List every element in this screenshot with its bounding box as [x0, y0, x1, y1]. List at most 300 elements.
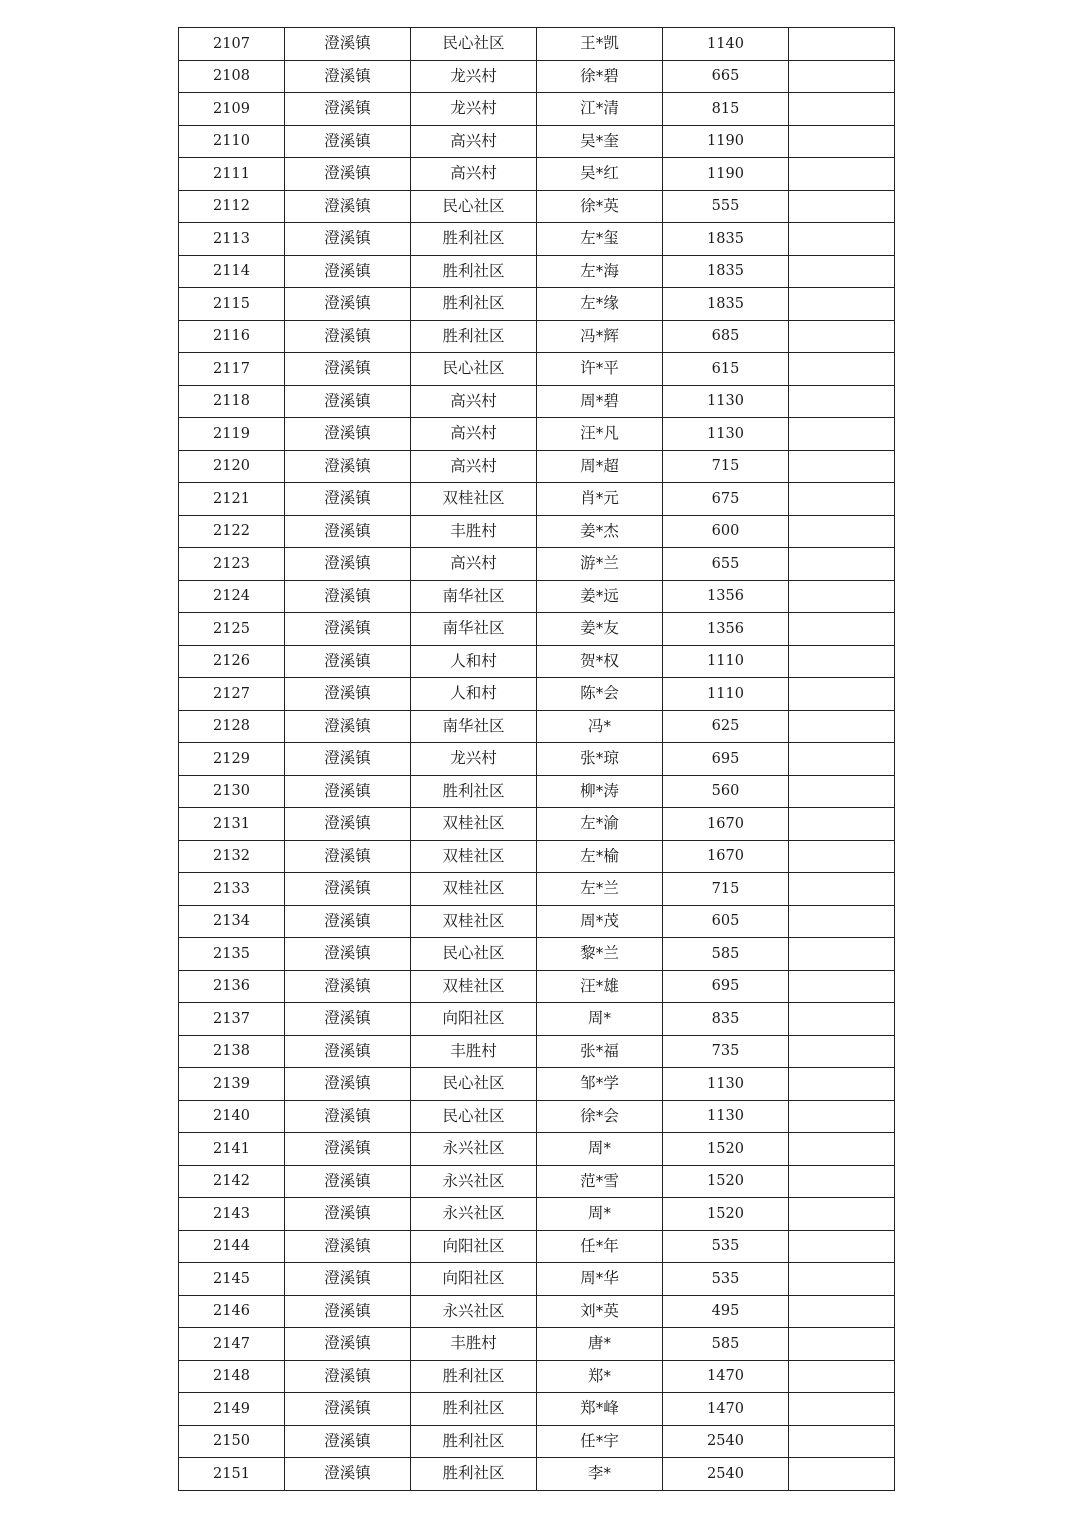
- amount-cell: 600: [663, 515, 789, 548]
- town-cell: 澄溪镇: [285, 840, 411, 873]
- town-cell: 澄溪镇: [285, 808, 411, 841]
- serial-number-cell: 2146: [179, 1295, 285, 1328]
- amount-cell: 1520: [663, 1198, 789, 1231]
- community-cell: 高兴村: [411, 158, 537, 191]
- table-row: [179, 678, 895, 711]
- town-cell: 澄溪镇: [285, 678, 411, 711]
- name-cell: 郑*峰: [537, 1393, 663, 1426]
- table-row: [179, 580, 895, 613]
- community-cell: 双桂社区: [411, 873, 537, 906]
- serial-number-cell: 2145: [179, 1263, 285, 1296]
- community-cell: 高兴村: [411, 418, 537, 451]
- name-cell: 姜*杰: [537, 515, 663, 548]
- serial-number-cell: 2138: [179, 1035, 285, 1068]
- name-cell: 贺*权: [537, 645, 663, 678]
- town-cell: 澄溪镇: [285, 1198, 411, 1231]
- amount-cell: 2540: [663, 1458, 789, 1491]
- community-cell: 民心社区: [411, 1100, 537, 1133]
- community-cell: 向阳社区: [411, 1263, 537, 1296]
- table-row: [179, 938, 895, 971]
- name-cell: 左*缘: [537, 288, 663, 321]
- amount-cell: 1190: [663, 125, 789, 158]
- remark-cell: [789, 93, 895, 126]
- table-row: [179, 743, 895, 776]
- name-cell: 周*华: [537, 1263, 663, 1296]
- remark-cell: [789, 1230, 895, 1263]
- serial-number-cell: 2113: [179, 223, 285, 256]
- serial-number-cell: 2131: [179, 808, 285, 841]
- community-cell: 向阳社区: [411, 1230, 537, 1263]
- remark-cell: [789, 418, 895, 451]
- remark-cell: [789, 28, 895, 61]
- amount-cell: 675: [663, 483, 789, 516]
- community-cell: 永兴社区: [411, 1295, 537, 1328]
- remark-cell: [789, 125, 895, 158]
- serial-number-cell: 2129: [179, 743, 285, 776]
- amount-cell: 1520: [663, 1165, 789, 1198]
- remark-cell: [789, 190, 895, 223]
- remark-cell: [789, 450, 895, 483]
- community-cell: 龙兴村: [411, 743, 537, 776]
- serial-number-cell: 2111: [179, 158, 285, 191]
- remark-cell: [789, 483, 895, 516]
- town-cell: 澄溪镇: [285, 418, 411, 451]
- name-cell: 刘*英: [537, 1295, 663, 1328]
- table-row: [179, 1035, 895, 1068]
- amount-cell: 1835: [663, 288, 789, 321]
- name-cell: 周*: [537, 1198, 663, 1231]
- remark-cell: [789, 1165, 895, 1198]
- town-cell: 澄溪镇: [285, 873, 411, 906]
- remark-cell: [789, 1100, 895, 1133]
- serial-number-cell: 2134: [179, 905, 285, 938]
- town-cell: 澄溪镇: [285, 938, 411, 971]
- amount-cell: 615: [663, 353, 789, 386]
- town-cell: 澄溪镇: [285, 450, 411, 483]
- town-cell: 澄溪镇: [285, 223, 411, 256]
- community-cell: 双桂社区: [411, 840, 537, 873]
- amount-cell: 1110: [663, 678, 789, 711]
- community-cell: 南华社区: [411, 580, 537, 613]
- community-cell: 向阳社区: [411, 1003, 537, 1036]
- amount-cell: 1190: [663, 158, 789, 191]
- town-cell: 澄溪镇: [285, 1035, 411, 1068]
- name-cell: 陈*会: [537, 678, 663, 711]
- table-row: [179, 1458, 895, 1491]
- amount-cell: 2540: [663, 1425, 789, 1458]
- name-cell: 许*平: [537, 353, 663, 386]
- community-cell: 人和村: [411, 645, 537, 678]
- table-row: [179, 450, 895, 483]
- community-cell: 丰胜村: [411, 1035, 537, 1068]
- community-cell: 南华社区: [411, 613, 537, 646]
- serial-number-cell: 2135: [179, 938, 285, 971]
- serial-number-cell: 2107: [179, 28, 285, 61]
- table-row: [179, 288, 895, 321]
- town-cell: 澄溪镇: [285, 1263, 411, 1296]
- amount-cell: 625: [663, 710, 789, 743]
- town-cell: 澄溪镇: [285, 1100, 411, 1133]
- serial-number-cell: 2119: [179, 418, 285, 451]
- town-cell: 澄溪镇: [285, 353, 411, 386]
- town-cell: 澄溪镇: [285, 1230, 411, 1263]
- town-cell: 澄溪镇: [285, 515, 411, 548]
- name-cell: 唐*: [537, 1328, 663, 1361]
- community-cell: 胜利社区: [411, 288, 537, 321]
- name-cell: 张*福: [537, 1035, 663, 1068]
- amount-cell: 1356: [663, 613, 789, 646]
- amount-cell: 1110: [663, 645, 789, 678]
- amount-cell: 585: [663, 938, 789, 971]
- community-cell: 胜利社区: [411, 223, 537, 256]
- name-cell: 吴*红: [537, 158, 663, 191]
- town-cell: 澄溪镇: [285, 775, 411, 808]
- serial-number-cell: 2123: [179, 548, 285, 581]
- community-cell: 龙兴村: [411, 60, 537, 93]
- community-cell: 民心社区: [411, 353, 537, 386]
- community-cell: 高兴村: [411, 548, 537, 581]
- table-row: [179, 645, 895, 678]
- community-cell: 民心社区: [411, 1068, 537, 1101]
- serial-number-cell: 2149: [179, 1393, 285, 1426]
- remark-cell: [789, 158, 895, 191]
- amount-cell: 560: [663, 775, 789, 808]
- town-cell: 澄溪镇: [285, 1393, 411, 1426]
- name-cell: 周*碧: [537, 385, 663, 418]
- remark-cell: [789, 1360, 895, 1393]
- table-row: [179, 905, 895, 938]
- name-cell: 柳*涛: [537, 775, 663, 808]
- community-cell: 双桂社区: [411, 808, 537, 841]
- amount-cell: 1470: [663, 1360, 789, 1393]
- table-row: [179, 418, 895, 451]
- table-row: [179, 515, 895, 548]
- table-row: [179, 1328, 895, 1361]
- community-cell: 胜利社区: [411, 255, 537, 288]
- town-cell: 澄溪镇: [285, 190, 411, 223]
- name-cell: 李*: [537, 1458, 663, 1491]
- table-row: [179, 28, 895, 61]
- town-cell: 澄溪镇: [285, 710, 411, 743]
- amount-cell: 1140: [663, 28, 789, 61]
- name-cell: 姜*远: [537, 580, 663, 613]
- remark-cell: [789, 353, 895, 386]
- table-row: [179, 613, 895, 646]
- name-cell: 徐*碧: [537, 60, 663, 93]
- serial-number-cell: 2108: [179, 60, 285, 93]
- serial-number-cell: 2143: [179, 1198, 285, 1231]
- amount-cell: 1130: [663, 418, 789, 451]
- serial-number-cell: 2124: [179, 580, 285, 613]
- amount-cell: 715: [663, 450, 789, 483]
- table-row: [179, 385, 895, 418]
- serial-number-cell: 2140: [179, 1100, 285, 1133]
- name-cell: 徐*英: [537, 190, 663, 223]
- name-cell: 任*年: [537, 1230, 663, 1263]
- remark-cell: [789, 1458, 895, 1491]
- amount-cell: 1670: [663, 840, 789, 873]
- remark-cell: [789, 710, 895, 743]
- amount-cell: 585: [663, 1328, 789, 1361]
- remark-cell: [789, 385, 895, 418]
- name-cell: 王*凯: [537, 28, 663, 61]
- name-cell: 游*兰: [537, 548, 663, 581]
- remark-cell: [789, 288, 895, 321]
- amount-cell: 655: [663, 548, 789, 581]
- town-cell: 澄溪镇: [285, 1165, 411, 1198]
- amount-cell: 535: [663, 1263, 789, 1296]
- name-cell: 周*: [537, 1003, 663, 1036]
- amount-cell: 495: [663, 1295, 789, 1328]
- name-cell: 左*兰: [537, 873, 663, 906]
- amount-cell: 1130: [663, 385, 789, 418]
- serial-number-cell: 2144: [179, 1230, 285, 1263]
- town-cell: 澄溪镇: [285, 1328, 411, 1361]
- serial-number-cell: 2114: [179, 255, 285, 288]
- name-cell: 冯*: [537, 710, 663, 743]
- remark-cell: [789, 1295, 895, 1328]
- serial-number-cell: 2136: [179, 970, 285, 1003]
- serial-number-cell: 2115: [179, 288, 285, 321]
- table-row: [179, 1230, 895, 1263]
- table-row: [179, 1133, 895, 1166]
- remark-cell: [789, 223, 895, 256]
- remark-cell: [789, 1003, 895, 1036]
- community-cell: 胜利社区: [411, 320, 537, 353]
- remark-cell: [789, 1198, 895, 1231]
- serial-number-cell: 2139: [179, 1068, 285, 1101]
- table-row: [179, 1295, 895, 1328]
- name-cell: 周*: [537, 1133, 663, 1166]
- community-cell: 民心社区: [411, 938, 537, 971]
- name-cell: 左*榆: [537, 840, 663, 873]
- town-cell: 澄溪镇: [285, 1360, 411, 1393]
- remark-cell: [789, 1263, 895, 1296]
- remark-cell: [789, 808, 895, 841]
- town-cell: 澄溪镇: [285, 548, 411, 581]
- remark-cell: [789, 678, 895, 711]
- table-row: [179, 710, 895, 743]
- remark-cell: [789, 1328, 895, 1361]
- town-cell: 澄溪镇: [285, 580, 411, 613]
- name-cell: 张*琼: [537, 743, 663, 776]
- community-cell: 双桂社区: [411, 905, 537, 938]
- serial-number-cell: 2122: [179, 515, 285, 548]
- serial-number-cell: 2150: [179, 1425, 285, 1458]
- community-cell: 永兴社区: [411, 1198, 537, 1231]
- town-cell: 澄溪镇: [285, 1458, 411, 1491]
- community-cell: 胜利社区: [411, 775, 537, 808]
- amount-cell: 695: [663, 970, 789, 1003]
- data-table: [178, 27, 895, 1491]
- community-cell: 高兴村: [411, 385, 537, 418]
- name-cell: 郑*: [537, 1360, 663, 1393]
- town-cell: 澄溪镇: [285, 158, 411, 191]
- community-cell: 胜利社区: [411, 1458, 537, 1491]
- serial-number-cell: 2127: [179, 678, 285, 711]
- table-row: [179, 1263, 895, 1296]
- remark-cell: [789, 613, 895, 646]
- name-cell: 周*茂: [537, 905, 663, 938]
- community-cell: 双桂社区: [411, 970, 537, 1003]
- table-row: [179, 1198, 895, 1231]
- amount-cell: 1835: [663, 255, 789, 288]
- town-cell: 澄溪镇: [285, 385, 411, 418]
- name-cell: 姜*友: [537, 613, 663, 646]
- name-cell: 任*宇: [537, 1425, 663, 1458]
- community-cell: 民心社区: [411, 190, 537, 223]
- serial-number-cell: 2142: [179, 1165, 285, 1198]
- name-cell: 徐*会: [537, 1100, 663, 1133]
- community-cell: 民心社区: [411, 28, 537, 61]
- remark-cell: [789, 1393, 895, 1426]
- town-cell: 澄溪镇: [285, 905, 411, 938]
- amount-cell: 695: [663, 743, 789, 776]
- town-cell: 澄溪镇: [285, 1295, 411, 1328]
- name-cell: 黎*兰: [537, 938, 663, 971]
- town-cell: 澄溪镇: [285, 60, 411, 93]
- remark-cell: [789, 645, 895, 678]
- amount-cell: 605: [663, 905, 789, 938]
- amount-cell: 715: [663, 873, 789, 906]
- serial-number-cell: 2147: [179, 1328, 285, 1361]
- name-cell: 吴*奎: [537, 125, 663, 158]
- serial-number-cell: 2125: [179, 613, 285, 646]
- remark-cell: [789, 548, 895, 581]
- amount-cell: 1835: [663, 223, 789, 256]
- serial-number-cell: 2112: [179, 190, 285, 223]
- amount-cell: 1670: [663, 808, 789, 841]
- serial-number-cell: 2148: [179, 1360, 285, 1393]
- serial-number-cell: 2117: [179, 353, 285, 386]
- community-cell: 高兴村: [411, 450, 537, 483]
- name-cell: 肖*元: [537, 483, 663, 516]
- name-cell: 汪*凡: [537, 418, 663, 451]
- community-cell: 双桂社区: [411, 483, 537, 516]
- table-row: [179, 223, 895, 256]
- remark-cell: [789, 775, 895, 808]
- table-row: [179, 1393, 895, 1426]
- community-cell: 龙兴村: [411, 93, 537, 126]
- table-row: [179, 93, 895, 126]
- community-cell: 丰胜村: [411, 1328, 537, 1361]
- remark-cell: [789, 905, 895, 938]
- remark-cell: [789, 1035, 895, 1068]
- table-row: [179, 158, 895, 191]
- town-cell: 澄溪镇: [285, 255, 411, 288]
- community-cell: 永兴社区: [411, 1165, 537, 1198]
- name-cell: 邹*学: [537, 1068, 663, 1101]
- community-cell: 永兴社区: [411, 1133, 537, 1166]
- serial-number-cell: 2110: [179, 125, 285, 158]
- amount-cell: 1356: [663, 580, 789, 613]
- community-cell: 高兴村: [411, 125, 537, 158]
- remark-cell: [789, 580, 895, 613]
- table-row: [179, 125, 895, 158]
- amount-cell: 1470: [663, 1393, 789, 1426]
- community-cell: 丰胜村: [411, 515, 537, 548]
- amount-cell: 1520: [663, 1133, 789, 1166]
- amount-cell: 1130: [663, 1068, 789, 1101]
- community-cell: 南华社区: [411, 710, 537, 743]
- table-row: [179, 353, 895, 386]
- serial-number-cell: 2151: [179, 1458, 285, 1491]
- table-row: [179, 970, 895, 1003]
- town-cell: 澄溪镇: [285, 93, 411, 126]
- town-cell: 澄溪镇: [285, 1425, 411, 1458]
- table-row: [179, 1003, 895, 1036]
- amount-cell: 535: [663, 1230, 789, 1263]
- table-row: [179, 60, 895, 93]
- serial-number-cell: 2116: [179, 320, 285, 353]
- town-cell: 澄溪镇: [285, 1133, 411, 1166]
- table-row: [179, 1100, 895, 1133]
- serial-number-cell: 2109: [179, 93, 285, 126]
- serial-number-cell: 2121: [179, 483, 285, 516]
- name-cell: 汪*雄: [537, 970, 663, 1003]
- amount-cell: 665: [663, 60, 789, 93]
- name-cell: 左*渝: [537, 808, 663, 841]
- community-cell: 胜利社区: [411, 1425, 537, 1458]
- town-cell: 澄溪镇: [285, 125, 411, 158]
- remark-cell: [789, 938, 895, 971]
- amount-cell: 735: [663, 1035, 789, 1068]
- town-cell: 澄溪镇: [285, 288, 411, 321]
- serial-number-cell: 2128: [179, 710, 285, 743]
- amount-cell: 835: [663, 1003, 789, 1036]
- remark-cell: [789, 320, 895, 353]
- town-cell: 澄溪镇: [285, 743, 411, 776]
- community-cell: 人和村: [411, 678, 537, 711]
- table-row: [179, 255, 895, 288]
- name-cell: 周*超: [537, 450, 663, 483]
- town-cell: 澄溪镇: [285, 320, 411, 353]
- remark-cell: [789, 515, 895, 548]
- town-cell: 澄溪镇: [285, 970, 411, 1003]
- serial-number-cell: 2126: [179, 645, 285, 678]
- table-row: [179, 775, 895, 808]
- table-body: [179, 28, 895, 1491]
- table-row: [179, 483, 895, 516]
- serial-number-cell: 2130: [179, 775, 285, 808]
- town-cell: 澄溪镇: [285, 1003, 411, 1036]
- town-cell: 澄溪镇: [285, 1068, 411, 1101]
- town-cell: 澄溪镇: [285, 483, 411, 516]
- remark-cell: [789, 970, 895, 1003]
- amount-cell: 815: [663, 93, 789, 126]
- remark-cell: [789, 743, 895, 776]
- table-row: [179, 1068, 895, 1101]
- town-cell: 澄溪镇: [285, 645, 411, 678]
- serial-number-cell: 2120: [179, 450, 285, 483]
- amount-cell: 1130: [663, 1100, 789, 1133]
- serial-number-cell: 2133: [179, 873, 285, 906]
- name-cell: 左*海: [537, 255, 663, 288]
- community-cell: 胜利社区: [411, 1393, 537, 1426]
- table-row: [179, 840, 895, 873]
- table-row: [179, 1425, 895, 1458]
- table-row: [179, 190, 895, 223]
- remark-cell: [789, 1425, 895, 1458]
- table-row: [179, 808, 895, 841]
- name-cell: 范*雪: [537, 1165, 663, 1198]
- town-cell: 澄溪镇: [285, 613, 411, 646]
- community-cell: 胜利社区: [411, 1360, 537, 1393]
- table-row: [179, 1360, 895, 1393]
- serial-number-cell: 2118: [179, 385, 285, 418]
- table-row: [179, 320, 895, 353]
- town-cell: 澄溪镇: [285, 28, 411, 61]
